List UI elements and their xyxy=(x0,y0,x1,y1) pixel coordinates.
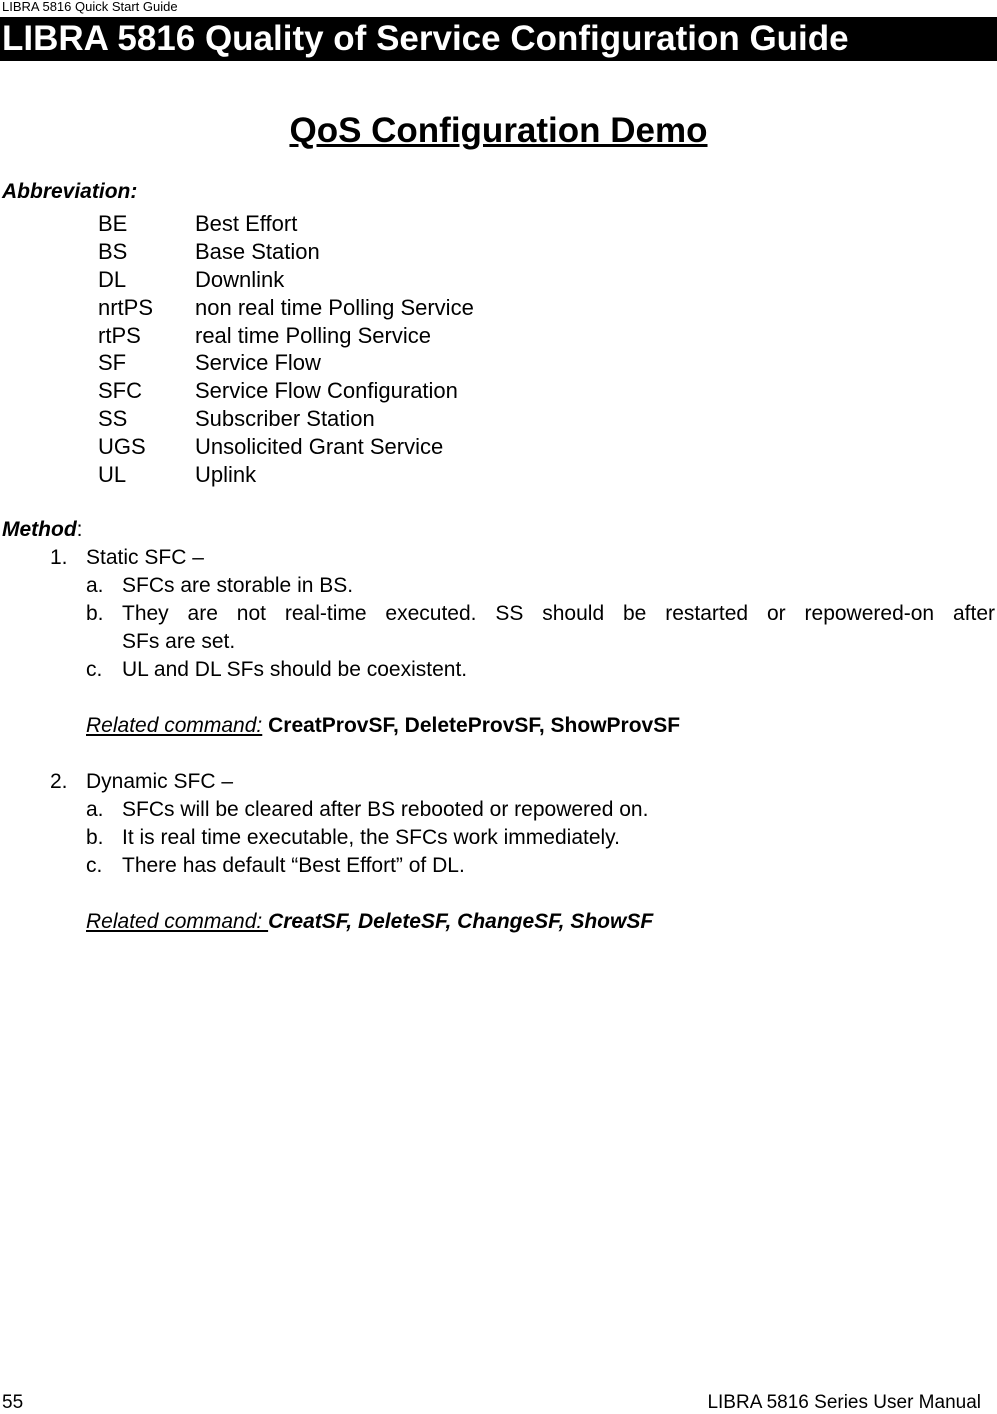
method-heading-label: Method xyxy=(2,518,77,541)
point-label: a. xyxy=(86,798,104,821)
point-label: c. xyxy=(86,658,103,681)
abbreviation-heading: Abbreviation: xyxy=(2,180,138,203)
section-title: QoS Configuration Demo xyxy=(289,111,708,150)
abbreviation-row xyxy=(98,349,474,377)
abbreviation-definition: Unsolicited Grant Service xyxy=(195,434,444,460)
abbreviation-row xyxy=(98,461,474,489)
related-command-label: Related command: xyxy=(86,910,269,933)
point-text: SFCs are storable in BS. xyxy=(122,574,354,597)
abbreviation-row xyxy=(98,433,474,461)
abbreviation-code: UGS xyxy=(98,434,146,460)
abbreviation-definition: Downlink xyxy=(195,266,285,292)
abbreviation-row xyxy=(98,377,474,405)
header-guide-label: LIBRA 5816 Quick Start Guide xyxy=(2,0,178,14)
related-command-list: CreatSF, DeleteSF, ChangeSF, ShowSF xyxy=(268,910,654,933)
abbreviation-code: UL xyxy=(98,462,127,488)
abbreviation-code: BE xyxy=(98,211,128,236)
abbreviation-definition: Best Effort xyxy=(195,211,298,236)
point-label: c. xyxy=(86,854,103,877)
point-text: SFCs will be cleared after BS rebooted or repowered on. xyxy=(122,798,649,821)
footer-manual-title: LIBRA 5816 Series User Manual xyxy=(707,1392,981,1413)
point-label: a. xyxy=(86,574,104,597)
related-command-label: Related command: xyxy=(86,714,263,737)
point-text: UL and DL SFs should be coexistent. xyxy=(122,658,468,681)
abbreviation-row xyxy=(98,405,474,433)
abbreviation-definition: Service Flow xyxy=(195,350,321,376)
point-text: There has default “Best Effort” of DL. xyxy=(122,854,465,877)
dynamic-sfc-title: Dynamic SFC – xyxy=(86,770,234,793)
abbreviation-code: BS xyxy=(98,238,128,264)
abbreviation-definition: non real time Polling Service xyxy=(195,294,474,320)
static-sfc-title: Static SFC – xyxy=(86,546,204,569)
abbreviation-definition: Subscriber Station xyxy=(195,406,375,432)
abbreviation-code: SS xyxy=(98,406,128,432)
abbreviation-row xyxy=(98,238,474,266)
abbreviation-definition: real time Polling Service xyxy=(195,322,431,348)
abbreviation-code: rtPS xyxy=(98,322,141,348)
abbreviation-row xyxy=(98,210,474,238)
static-sfc-number: 1. xyxy=(50,546,68,569)
abbreviation-list xyxy=(98,210,474,489)
point-text: SFs are set. xyxy=(122,630,236,653)
abbreviation-definition: Uplink xyxy=(195,462,257,488)
method-heading xyxy=(2,516,83,544)
point-text: It is real time executable, the SFCs work immediately. xyxy=(122,826,620,849)
abbreviation-row xyxy=(98,294,474,322)
abbreviation-code: nrtPS xyxy=(98,294,154,320)
abbreviation-row xyxy=(98,322,474,350)
point-label: b. xyxy=(86,602,104,625)
dynamic-related-command xyxy=(86,908,653,936)
point-label: b. xyxy=(86,826,104,849)
abbreviation-row xyxy=(98,266,474,294)
static-related-command xyxy=(86,712,680,740)
point-text: They are not real-time executed. SS should be restarted or repowered-on after xyxy=(122,602,995,625)
abbreviation-definition: Service Flow Configuration xyxy=(195,378,458,404)
abbreviation-code: DL xyxy=(98,266,127,292)
method-heading-colon: : xyxy=(76,518,83,541)
abbreviation-code: SFC xyxy=(98,378,142,404)
dynamic-sfc-number: 2. xyxy=(50,770,68,793)
document-title: LIBRA 5816 Quality of Service Configuration Guide xyxy=(2,19,849,58)
related-command-list: CreatProvSF, DeleteProvSF, ShowProvSF xyxy=(268,714,681,737)
abbreviation-code: SF xyxy=(98,350,127,376)
title-banner xyxy=(0,17,997,61)
abbreviation-definition: Base Station xyxy=(195,238,320,264)
page-number: 55 xyxy=(2,1392,24,1413)
